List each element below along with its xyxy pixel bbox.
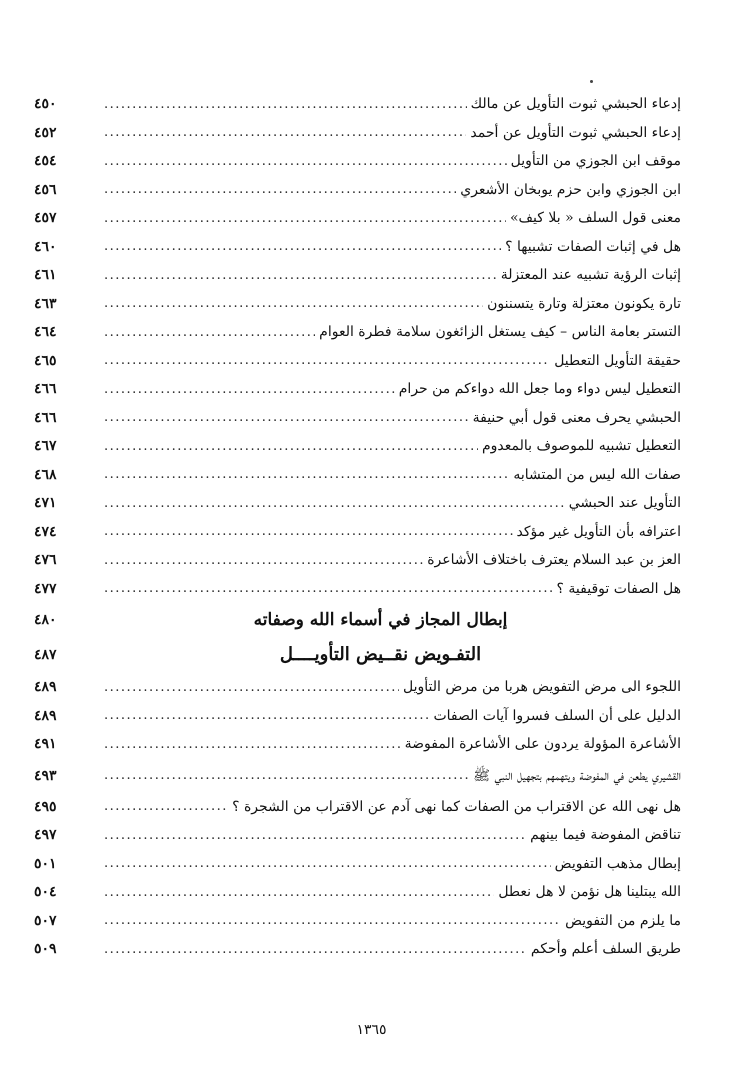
toc-entry[interactable] [34,375,681,404]
toc-entry-title: إدعاء الحبشي ثبوت التأويل عن أحمد [470,124,681,141]
toc-entry-page: ٤٦٦ [34,409,57,426]
dot-leader [104,857,551,870]
toc-entry-title: هل في إثبات الصفات تشبيها ؟ [505,238,681,255]
toc-entry-page: ٤٦٠ [34,238,57,255]
toc-entry[interactable] [34,935,681,964]
dot-leader [104,886,494,899]
toc-entry-page: ٤٥٦ [34,181,57,198]
toc-entry[interactable] [34,176,681,205]
toc-entry-title: اعترافه بأن التأويل غير مؤكد [516,523,681,540]
dot-leader [104,914,561,927]
toc-entry-page: ٥٠٩ [34,941,57,958]
dot-leader [104,98,467,111]
dot-leader [104,554,423,567]
toc-entry-page: ٤٥٠ [34,96,57,113]
toc-entry-page: ٤٦٨ [34,466,57,483]
toc-entry[interactable] [34,575,681,604]
toc-entry-title: إبطال مذهب التفويض [554,855,681,872]
section-heading-page: ٤٨٧ [34,647,57,663]
toc-entry-page: ٤٦٥ [34,352,57,369]
toc-entry-page: ٤٨٩ [34,679,57,696]
dot-leader [104,240,501,253]
toc-entry-title: معنى قول السلف « بلا كيف» [509,210,681,227]
dot-leader [104,269,497,282]
dot-leader [104,800,228,813]
dot-leader [104,383,395,396]
dot-leader [104,155,507,168]
dot-leader [104,326,315,339]
toc-entry-title: حقيقة التأويل التعطيل [554,352,681,369]
toc-entry-title: القشيري يطعن في المفوضة ويتهمهم بتجهيل النبي ﷺ [473,767,681,784]
toc-entry[interactable] [34,404,681,433]
toc-entry-title: تناقض المفوضة فيما بينهم [530,827,681,844]
toc-section-heading[interactable] [34,637,681,673]
toc-entry-title: الله يبتلينا هل نؤمن لا هل نعطل [498,884,681,901]
toc-entry[interactable] [34,119,681,148]
dot-leader [104,582,553,595]
section-heading-page: ٤٨٠ [34,612,57,628]
toc-entry-page: ٤٧٤ [34,523,57,540]
dot-leader [104,440,478,453]
toc-entry-title: إثبات الرؤية تشبيه عند المعتزلة [500,267,681,284]
toc-entry[interactable] [34,821,681,850]
dot-leader [104,829,526,842]
toc-entry[interactable] [34,432,681,461]
toc-section-heading[interactable] [34,603,681,637]
toc-entry-page: ٥٠٧ [34,912,57,929]
dot-leader [104,468,509,481]
toc-entry-page: ٤٩٥ [34,798,57,815]
toc-entry[interactable] [34,518,681,547]
dot-leader [104,681,399,694]
dot-leader [104,411,469,424]
dot-leader [104,497,565,510]
toc-entry-title: هل الصفات توقيفية ؟ [556,580,681,597]
toc-entry[interactable] [34,546,681,575]
dot-leader [104,943,527,956]
toc-entry[interactable] [34,793,681,822]
toc-entry[interactable] [34,318,681,347]
toc-entry[interactable] [34,702,681,731]
toc-entry[interactable] [34,907,681,936]
dot-leader [104,738,401,751]
toc-entry[interactable] [34,261,681,290]
toc-entry-title: العز بن عبد السلام يعترف باختلاف الأشاعرة [427,552,681,569]
toc-entry-title: ما يلزم من التفويض [565,912,681,929]
toc-entry-page: ٤٥٧ [34,210,57,227]
toc-entry-page: ٤٧١ [34,495,57,512]
dot-leader [104,126,466,139]
toc-entry-title: هل نهى الله عن الاقتراب من الصفات كما نهى آدم عن الاقتراب من الشجرة ؟ [232,798,681,815]
toc-entry[interactable] [34,147,681,176]
toc-entry[interactable] [34,489,681,518]
toc-entry-page: ٤٩٣ [34,767,57,784]
toc-entry[interactable] [34,233,681,262]
dot-leader [104,769,469,782]
dot-leader [104,183,456,196]
toc-entry[interactable] [34,850,681,879]
toc-entry-page: ٤٥٤ [34,153,57,170]
toc-entry-title: ابن الجوزي وابن حزم يوبخان الأشعري [460,181,681,198]
toc-entry-title: طريق السلف أعلم وأحكم [530,941,681,958]
toc-entry-page: ٤٧٧ [34,580,57,597]
toc-entry-title: التعطيل ليس دواء وما جعل الله دواءكم من حرام [398,381,681,398]
toc-entry[interactable] [34,90,681,119]
toc-entry[interactable] [34,878,681,907]
scan-speck [590,80,593,83]
toc-entry-title: الحبشي يحرف معنى قول أبي حنيفة [472,409,681,426]
toc-entry-page: ٥٠١ [34,855,57,872]
toc-entry-page: ٤٦٤ [34,324,57,341]
toc-entry[interactable] [34,759,681,793]
dot-leader [104,525,513,538]
toc-entry-page: ٥٠٤ [34,884,57,901]
toc-entry-page: ٤٧٦ [34,552,57,569]
toc-entry-title: التعطيل تشبيه للموصوف بالمعدوم [481,438,681,455]
toc-entry-title: التأويل عند الحبشي [568,495,681,512]
dot-leader [104,709,429,722]
page-footer-number: ١٣٦٥ [356,1022,387,1038]
toc-entry-title: اللجوء الى مرض التفويض هربا من مرض التأويل [403,679,681,696]
toc-entry-title: إدعاء الحبشي ثبوت التأويل عن مالك [470,96,681,113]
toc-entry-page: ٤٦٣ [34,295,57,312]
toc-entry[interactable] [34,730,681,759]
toc-entry-page: ٤٦٦ [34,381,57,398]
toc-entry-page: ٤٦٧ [34,438,57,455]
toc-entry-page: ٤٩٧ [34,827,57,844]
dot-leader [104,212,506,225]
toc-entry-title: التستر بعامة الناس – كيف يستغل الزائغون سلامة فطرة العوام [319,324,681,341]
toc-entry-title: صفات الله ليس من المتشابه [513,466,681,483]
table-of-contents [34,90,681,964]
dot-leader [104,297,483,310]
toc-entry-page: ٤٥٢ [34,124,57,141]
toc-entry[interactable] [34,347,681,376]
toc-entry-title: تارة يكونون معتزلة وتارة يتسننون [487,295,681,312]
toc-entry[interactable] [34,290,681,319]
toc-entry-title: الأشاعرة المؤولة يردون على الأشاعرة المفوضة [404,736,681,753]
toc-entry-page: ٤٩١ [34,736,57,753]
toc-entry[interactable] [34,673,681,702]
toc-entry-title: موقف ابن الجوزي من التأويل [510,153,681,170]
section-heading-title: إبطال المجاز في أسماء الله وصفاته [253,609,508,630]
toc-entry-page: ٤٨٩ [34,707,57,724]
section-heading-title: التفـويض نقــيض التأويــــل [279,644,482,665]
toc-entry-title: الدليل على أن السلف فسروا آيات الصفات [433,707,681,724]
dot-leader [104,354,550,367]
toc-entry[interactable] [34,204,681,233]
toc-entry-page: ٤٦١ [34,267,57,284]
toc-entry[interactable] [34,461,681,490]
